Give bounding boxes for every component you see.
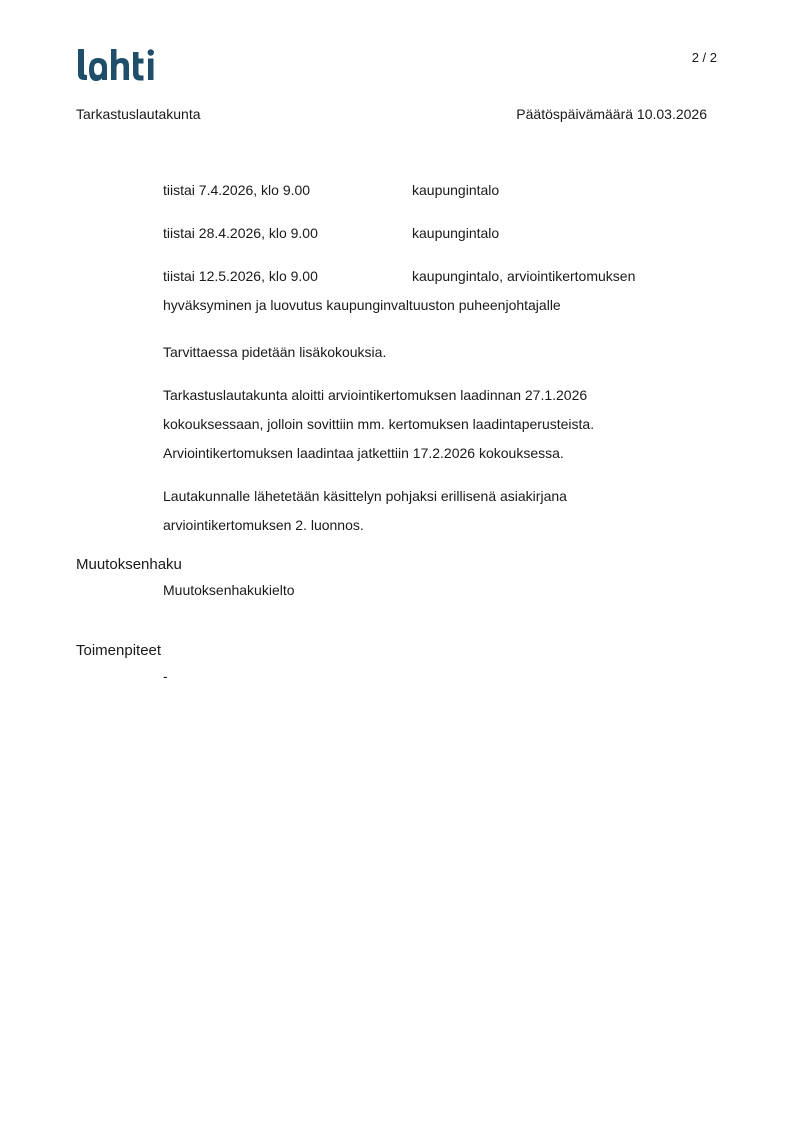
paragraph-draft-notice: Lautakunnalle lähetetään käsittelyn pohjaksi erillisenä asiakirjana arviointikertomuksen 2. luonnos. [163,488,567,533]
document-body [163,180,723,554]
meeting-row [163,266,723,286]
decision-date: Päätöspäivämäärä 10.03.2026 [516,106,707,122]
paragraph-report-progress: Tarkastuslautakunta aloitti arviointikertomuksen laadinnan 27.1.2026 kokouksessaan, jolloin sovittiin mm. kertomuksen laadintaperusteista. Arviointikertomuksen laadintaa jatkettiin 17.2.2026 kokouksessa. [163,387,595,461]
meeting-place: kaupungintalo [412,182,500,198]
appeal-text: Muutoksenhakukielto [163,582,295,598]
page-number: 2 / 2 [691,50,717,65]
paragraph-extra-meetings: Tarvittaessa pidetään lisäkokouksia. [163,344,387,360]
meeting-row [163,223,723,243]
meeting-description: hyväksyminen ja luovutus kaupunginvaltuuston puheenjohtajalle [163,297,561,313]
appeal-heading: Muutoksenhaku [76,556,182,573]
meeting-time: tiistai 28.4.2026, klo 9.00 [163,225,318,241]
meeting-row [163,180,723,200]
meeting-place: kaupungintalo, arviointikertomuksen [412,268,636,284]
meeting-time: tiistai 12.5.2026, klo 9.00 [163,268,318,284]
lahti-logo [76,48,168,82]
actions-heading: Toimenpiteet [76,642,162,659]
organization-name: Tarkastuslautakunta [76,106,201,122]
meeting-time: tiistai 7.4.2026, klo 9.00 [163,182,311,198]
actions-text: - [163,668,168,684]
meeting-place: kaupungintalo [412,225,500,241]
